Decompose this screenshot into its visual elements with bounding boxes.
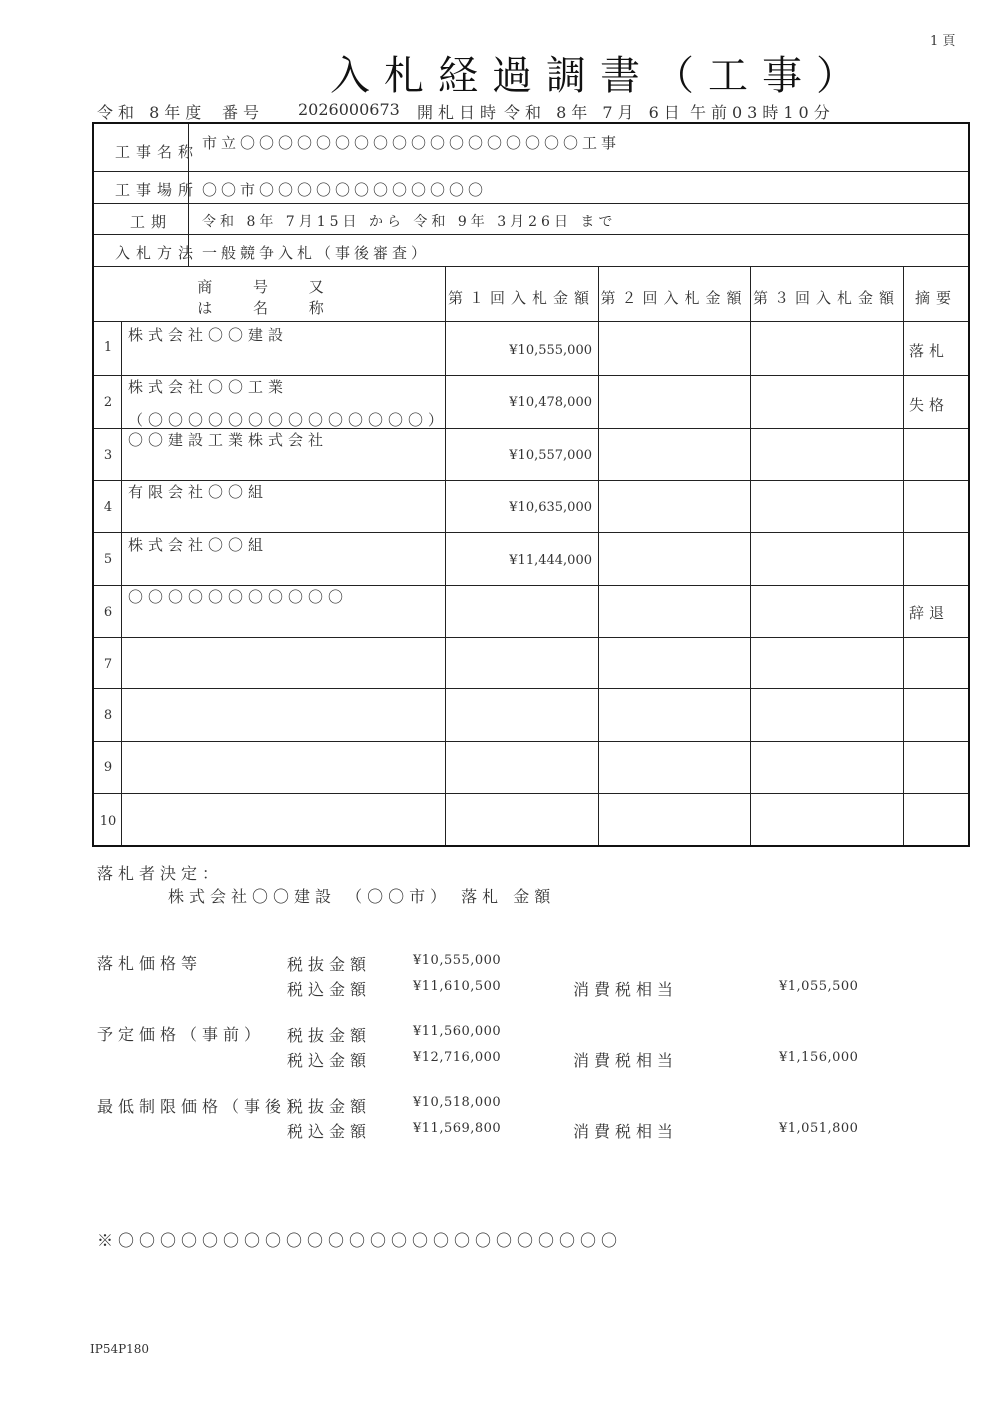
location-label: 工事場所: [115, 181, 200, 199]
column-header-round1: 第１回入札金額: [447, 289, 595, 307]
column-header-name-2: は 名 称: [197, 299, 342, 317]
bid-table: [92, 122, 970, 847]
row-number: 7: [103, 657, 113, 672]
bidder-name-secondary: （〇〇〇〇〇〇〇〇〇〇〇〇〇〇）: [128, 411, 449, 429]
excl-tax-amount: ¥11,560,000: [413, 1024, 502, 1039]
bid-remark: 辞退: [909, 604, 950, 622]
row-divider: [94, 266, 968, 267]
excl-tax-label: 税抜金額: [287, 955, 372, 974]
row-number: 3: [103, 448, 113, 463]
incl-tax-amount: ¥11,569,800: [413, 1121, 502, 1136]
row-divider: [94, 793, 968, 794]
bid-remark: 落札: [909, 342, 950, 360]
row-number: 9: [103, 760, 113, 775]
bid-amount: ¥10,555,000: [509, 343, 592, 358]
excl-tax-label: 税抜金額: [287, 1097, 372, 1116]
tax-equivalent-amount: ¥1,055,500: [779, 979, 859, 994]
row-number: 8: [103, 708, 113, 723]
bidder-name: 有限会社〇〇組: [128, 483, 269, 501]
bid-amount: ¥11,444,000: [509, 553, 592, 568]
price-section-label: 落札価格等: [97, 954, 203, 973]
number-label: 番号: [222, 103, 265, 122]
column-divider: [445, 266, 446, 845]
location-value: 〇〇市〇〇〇〇〇〇〇〇〇〇〇〇: [202, 181, 488, 199]
tax-equivalent-label: 消費税相当: [573, 1122, 679, 1141]
fiscal-year: 令和 8年度: [97, 103, 207, 122]
row-number: 1: [103, 340, 113, 355]
excl-tax-label: 税抜金額: [287, 1026, 372, 1045]
opening-time-value: 午前03時10分: [690, 103, 835, 122]
incl-tax-label: 税込金額: [287, 980, 372, 999]
form-code: IP54P180: [90, 1342, 150, 1356]
opening-date-value: 令和 8年 7月 6日: [504, 103, 685, 122]
note-text: ※〇〇〇〇〇〇〇〇〇〇〇〇〇〇〇〇〇〇〇〇〇〇〇〇: [97, 1231, 623, 1250]
bidder-name: 〇〇建設工業株式会社: [128, 431, 329, 449]
winner-value: 株式会社〇〇建設 （〇〇市） 落札 金額: [168, 887, 556, 906]
excl-tax-amount: ¥10,555,000: [413, 953, 502, 968]
bidder-name: 株式会社〇〇工業: [128, 378, 289, 396]
opening-date-label: 開札日時: [417, 103, 502, 122]
document-title: 入札経過調書（工事）: [330, 53, 870, 99]
row-divider: [94, 532, 968, 533]
row-divider: [94, 203, 968, 204]
bid-amount: ¥10,635,000: [509, 500, 592, 515]
row-divider: [94, 321, 968, 322]
price-section-label: 予定価格（事前）: [97, 1025, 266, 1044]
bidding-method-value: 一般競争入札（事後審査）: [202, 244, 431, 262]
row-number: 6: [103, 605, 113, 620]
incl-tax-amount: ¥12,716,000: [413, 1050, 502, 1065]
bid-remark: 失格: [909, 396, 950, 414]
incl-tax-label: 税込金額: [287, 1122, 372, 1141]
excl-tax-amount: ¥10,518,000: [413, 1095, 502, 1110]
column-divider: [750, 266, 751, 845]
tax-equivalent-label: 消費税相当: [573, 1051, 679, 1070]
row-number: 2: [103, 395, 113, 410]
period-value: 令和 8年 7月15日 から 令和 9年 3月26日 まで: [202, 214, 617, 230]
winner-label: 落札者決定：: [97, 864, 224, 883]
row-divider: [94, 171, 968, 172]
column-divider: [598, 266, 599, 845]
bidding-method-label: 入札方法: [115, 244, 200, 262]
period-label: 工期: [130, 213, 173, 231]
row-divider: [94, 741, 968, 742]
column-divider: [903, 266, 904, 845]
row-number: 4: [103, 500, 113, 515]
row-divider: [94, 688, 968, 689]
bid-amount: ¥10,557,000: [509, 448, 592, 463]
column-header-round2: 第２回入札金額: [600, 289, 748, 307]
column-header-name: 商 号 又: [197, 278, 342, 296]
tax-equivalent-label: 消費税相当: [573, 980, 679, 999]
bidder-name: 株式会社〇〇組: [128, 536, 269, 554]
row-divider: [94, 637, 968, 638]
bidder-name: 株式会社〇〇建設: [128, 326, 289, 344]
column-header-round3: 第３回入札金額: [752, 289, 900, 307]
number-value: 2026000673: [298, 100, 400, 119]
column-header-remarks: 摘要: [914, 289, 957, 307]
row-number: 5: [103, 552, 113, 567]
incl-tax-label: 税込金額: [287, 1051, 372, 1070]
row-number: 10: [99, 814, 117, 829]
tax-equivalent-amount: ¥1,156,000: [779, 1050, 859, 1065]
price-section-label: 最低制限価格（事後）: [97, 1097, 308, 1116]
tax-equivalent-amount: ¥1,051,800: [779, 1121, 859, 1136]
bid-amount: ¥10,478,000: [509, 395, 592, 410]
bidder-name: 〇〇〇〇〇〇〇〇〇〇〇: [128, 588, 349, 606]
page-number: 1 頁: [930, 34, 956, 49]
project-name-label: 工事名称: [115, 143, 200, 161]
incl-tax-amount: ¥11,610,500: [413, 979, 502, 994]
project-name-value: 市立〇〇〇〇〇〇〇〇〇〇〇〇〇〇〇〇〇〇工事: [202, 134, 621, 152]
row-divider: [94, 234, 968, 235]
